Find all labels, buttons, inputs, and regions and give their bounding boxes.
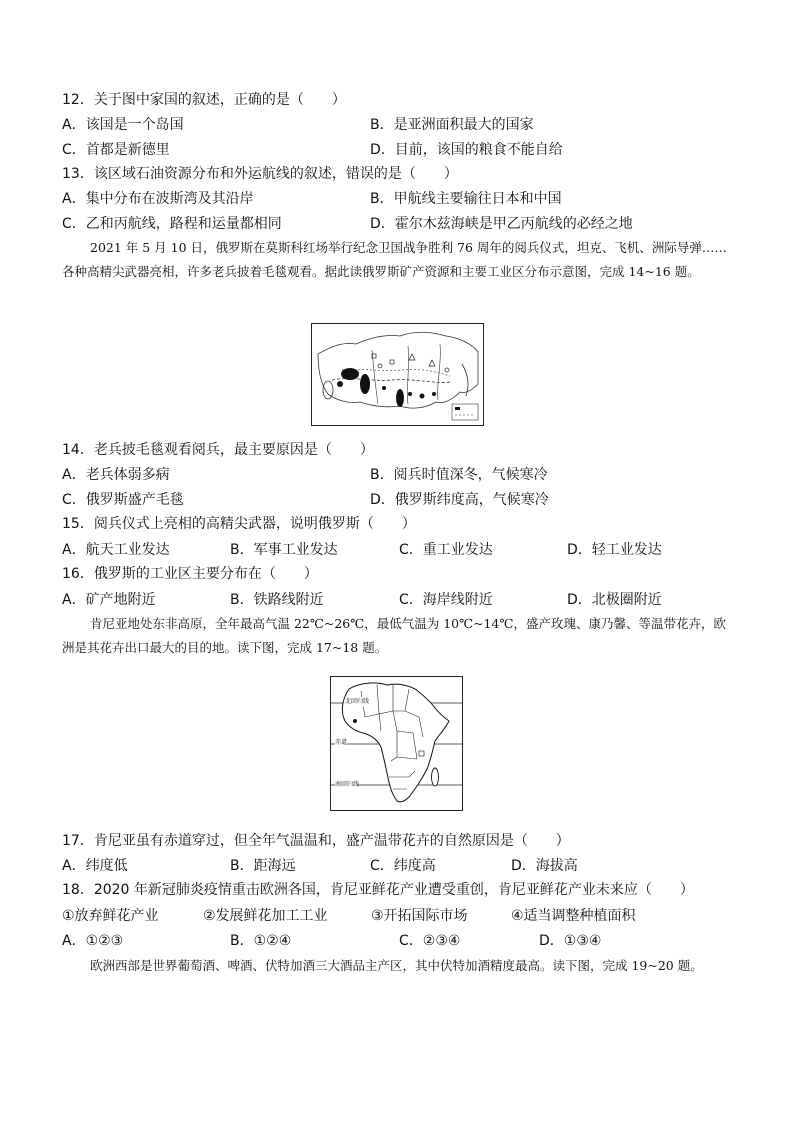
q12-option-b[interactable]: B．是亚洲面积最大的国家 — [370, 117, 534, 133]
q18-option-c[interactable]: C．②③④ — [399, 933, 461, 949]
q18-option-d[interactable]: D．①③④ — [539, 933, 602, 949]
q18-statement-2: ②发展鲜花加工工业 — [203, 908, 328, 924]
q13-option-c[interactable]: C．乙和丙航线，路程和运量都相同 — [62, 216, 282, 232]
q18-option-b[interactable]: B．①②④ — [230, 933, 292, 949]
q14-option-b[interactable]: B．阅兵时值深冬，气候寒冷 — [370, 467, 548, 483]
label-tropic-of-capricorn: 南回归线 — [335, 781, 360, 788]
q15-stem: 15．阅兵仪式上亮相的高精尖武器，说明俄罗斯（ ） — [62, 516, 416, 532]
q13-option-b[interactable]: B．甲航线主要输往日本和中国 — [370, 191, 562, 207]
q15-option-a[interactable]: A．航天工业发达 — [62, 542, 170, 558]
label-equator: 赤道 — [335, 739, 348, 746]
q17-option-b[interactable]: B．距海远 — [230, 858, 296, 874]
q17-stem: 17．肯尼亚虽有赤道穿过，但全年气温温和，盛产温带花卉的自然原因是（ ） — [62, 833, 570, 849]
q14-option-c[interactable]: C．俄罗斯盛产毛毯 — [62, 492, 184, 508]
q18-statement-4: ④适当调整种植面积 — [511, 908, 636, 924]
q13-stem: 13．该区域石油资源分布和外运航线的叙述，错误的是（ ） — [62, 166, 458, 182]
africa-map — [330, 676, 463, 811]
q17-option-a[interactable]: A．纬度低 — [62, 858, 128, 874]
q12-option-c[interactable]: C．首都是新德里 — [62, 142, 170, 158]
q16-stem: 16．俄罗斯的工业区主要分布在（ ） — [62, 566, 318, 582]
label-tropic-of-cancer: 北回归线 — [345, 698, 370, 705]
q14-option-d[interactable]: D．俄罗斯纬度高，气候寒冷 — [370, 492, 549, 508]
q12-option-a[interactable]: A．该国是一个岛国 — [62, 117, 184, 133]
q15-option-d[interactable]: D．轻工业发达 — [567, 542, 662, 558]
q16-option-c[interactable]: C．海岸线附近 — [399, 592, 493, 608]
q15-option-b[interactable]: B．军事工业发达 — [230, 542, 338, 558]
q17-option-c[interactable]: C．纬度高 — [370, 858, 436, 874]
passage-kenya: 肯尼亚地处东非高原，全年最高气温 22℃~26℃，最低气温为 10℃~14℃，盛产玫瑰、康乃馨、等温带花卉，欧洲是其花卉出口最大的目的地。读下图，完成 17~18 题。 — [62, 616, 726, 655]
q18-option-a[interactable]: A．①②③ — [62, 933, 124, 949]
q16-option-d[interactable]: D．北极圈附近 — [567, 592, 662, 608]
q18-stem: 18．2020 年新冠肺炎疫情重击欧洲各国，肯尼亚鲜花产业遭受重创，肯尼亚鲜花产业未来应（ ） — [62, 882, 694, 898]
q14-option-a[interactable]: A．老兵体弱多病 — [62, 467, 170, 483]
russia-map — [311, 323, 484, 426]
passage-russia: 2021 年 5 月 10 日，俄罗斯在莫斯科红场举行纪念卫国战争胜利 76 周年的阅兵仪式，坦克、飞机、洲际导弹……各种高精尖武器亮相，许多老兵披着毛毯观看。据此读俄罗斯矿产资源和主要工业区分布示意图，完成 14~16 题。 — [62, 240, 727, 279]
passage-europe: 欧洲西部是世界葡萄酒、啤酒、伏特加酒三大酒品主产区，其中伏特加酒精度最高。读下图，完成 19~20 题。 — [90, 958, 703, 973]
q13-option-d[interactable]: D．霍尔木兹海峡是甲乙丙航线的必经之地 — [370, 216, 633, 232]
q17-option-d[interactable]: D．海拔高 — [511, 858, 578, 874]
q12-stem: 12．关于图中家国的叙述，正确的是（ ） — [62, 92, 346, 108]
q16-option-b[interactable]: B．铁路线附近 — [230, 592, 324, 608]
q16-option-a[interactable]: A．矿产地附近 — [62, 592, 156, 608]
q18-statement-1: ①放弃鲜花产业 — [62, 908, 159, 924]
q13-option-a[interactable]: A．集中分布在波斯湾及其沿岸 — [62, 191, 254, 207]
q12-option-d[interactable]: D．目前，该国的粮食不能自给 — [370, 142, 563, 158]
q18-statement-3: ③开拓国际市场 — [371, 908, 468, 924]
q14-stem: 14．老兵披毛毯观看阅兵，最主要原因是（ ） — [62, 442, 374, 458]
q15-option-c[interactable]: C．重工业发达 — [399, 542, 493, 558]
